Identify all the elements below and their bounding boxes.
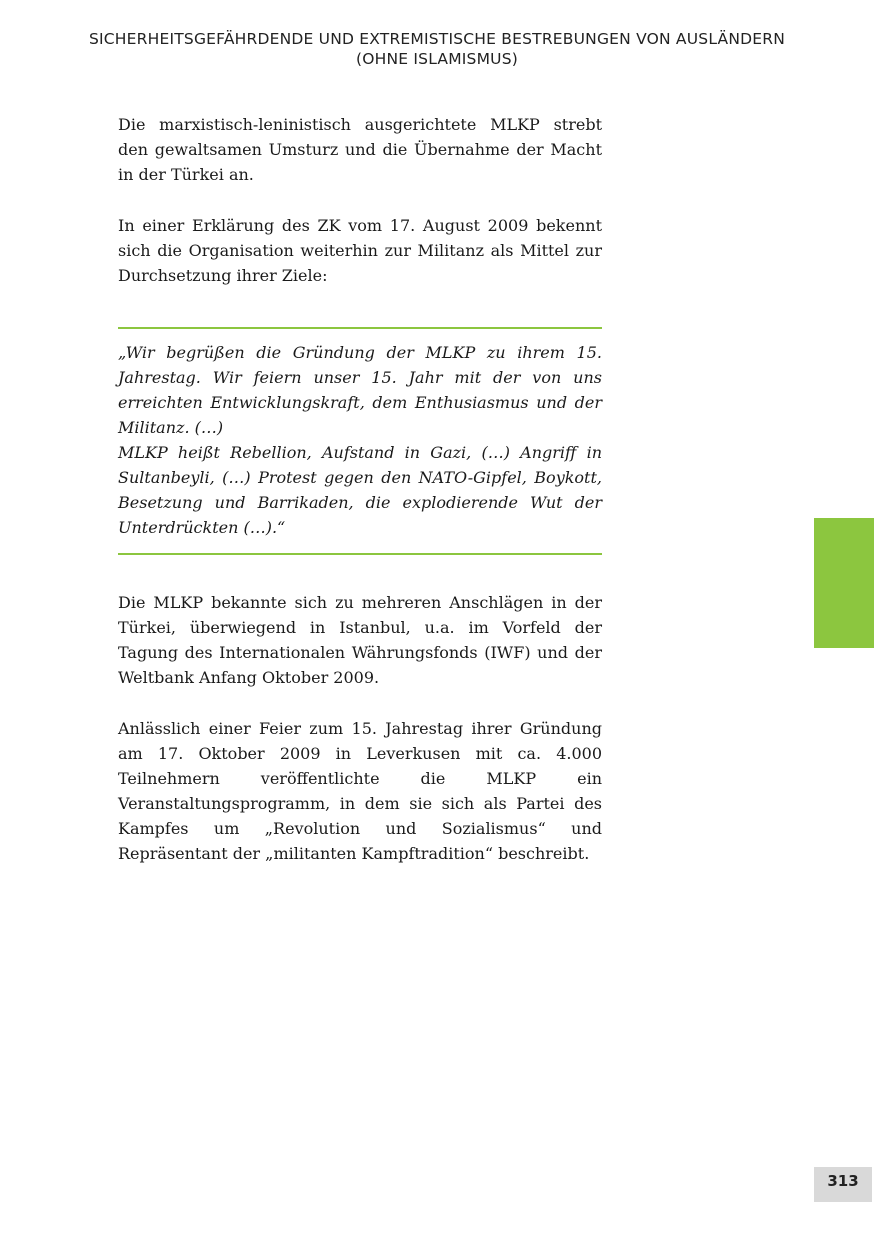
quote-text-part-1: „Wir begrüßen die Gründung der MLKP zu ihrem 15. Jahrestag. Wir feiern unser 15. Jahr mit der von uns erreichten Entwicklungskraft, dem Enthusiasmus und der Militanz. (…) [118, 343, 602, 437]
running-header [0, 29, 874, 69]
chapter-marker-tab [814, 518, 874, 648]
quote-block [118, 327, 602, 555]
quote-text-part-2: MLKP heißt Rebellion, Aufstand in Gazi, (…) Angriff in Sultanbeyli, (…) Protest gegen den NATO-Gipfel, Boykott, Besetzung und Barrikaden, die explodierende Wut der Unterdrückten (…).“ [118, 443, 602, 537]
paragraph-mlkp-goal: Die marxistisch-leninistisch ausgerichtete MLKP strebt den gewaltsamen Umsturz und die Übernahme der Macht in der Türkei an. [118, 115, 602, 184]
running-header-line-1: SICHERHEITSGEFÄHRDENDE UND EXTREMISTISCHE BESTREBUNGEN VON AUSLÄNDERN [88, 30, 786, 48]
paragraph-anniversary: Anlässlich einer Feier zum 15. Jahrestag ihrer Gründung am 17. Oktober 2009 in Leverkusen mit ca. 4.000 Teilnehmern veröffentlichte die MLKP ein Veranstaltungsprogramm, in dem sie sich als Partei des Kampfes um „Revolution und Sozialismus“ und Repräsentant der „militanten Kampftradition“ beschreibt. [118, 719, 602, 863]
main-text-column [118, 112, 602, 866]
running-header-line-2: (OHNE ISLAMISMUS) [355, 50, 518, 68]
paragraph-spacer [118, 690, 602, 716]
page-number: 313 [827, 1172, 859, 1190]
page-number-box [814, 1167, 872, 1202]
paragraph-spacer [118, 187, 602, 213]
paragraph-attacks: Die MLKP bekannte sich zu mehreren Anschlägen in der Türkei, überwiegend in Istanbul, u.a. im Vorfeld der Tagung des Internationalen Währungsfonds (IWF) und der Weltbank Anfang Oktober 2009. [118, 593, 602, 687]
paragraph-zk-declaration: In einer Erklärung des ZK vom 17. August 2009 bekennt sich die Organisation weiterhin zur Militanz als Mittel zur Durchsetzung ihrer Ziele: [118, 216, 602, 285]
